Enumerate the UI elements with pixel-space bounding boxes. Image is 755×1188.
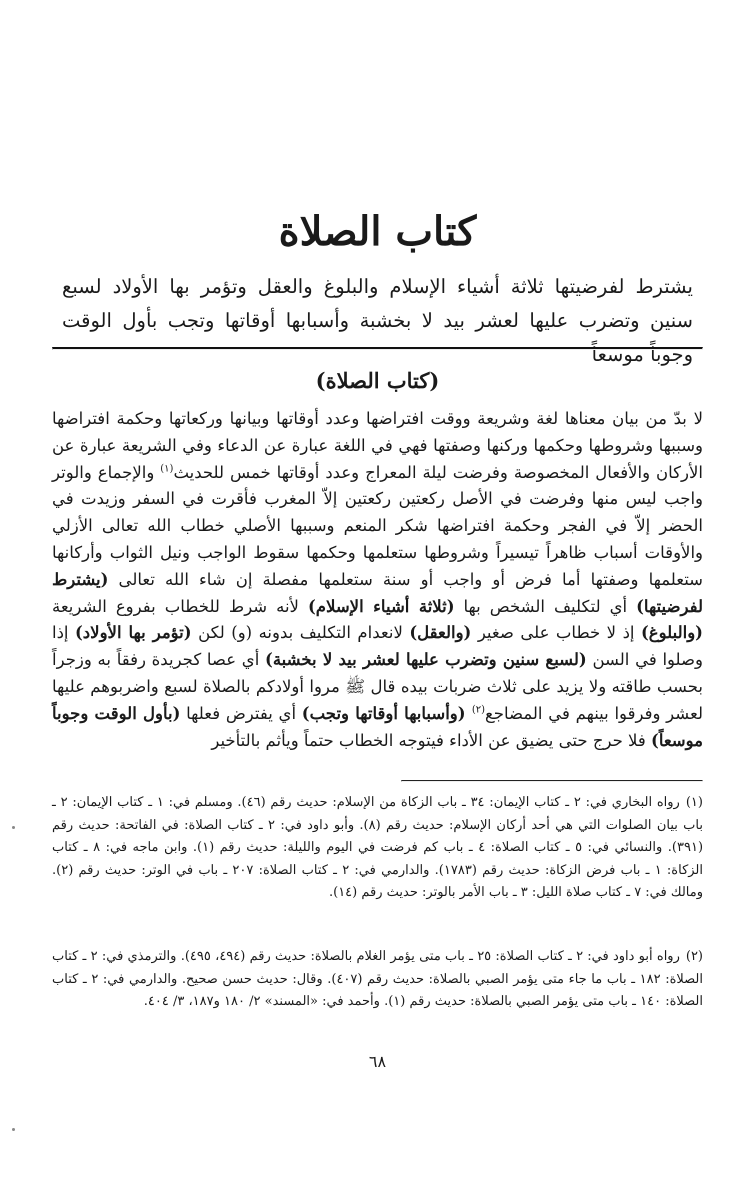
quoted-matn: (والبلوغ) xyxy=(640,623,703,643)
commentary-segment: أي لتكليف الشخص بها xyxy=(454,596,637,616)
quoted-matn: (وأسبابها أوقاتها وتجب) xyxy=(301,703,472,723)
page-number: ٦٨ xyxy=(368,1052,387,1071)
commentary-segment: لا بدّ من بيان معناها لغة وشريعة ووقت افتراضها وعدد أوقاتها وبيانها وركعاتها وحكمة افتراضها وسببها وشروطها وحكمها وركنها وصفتها فهي في اللغة عبارة عن الدعاء وفي الشريعة عبارة عن الأركان والأفعال المخصوصة وفرضت ليلة المعراج وعدد أوقاتها خمس للحديث xyxy=(52,409,703,482)
footnote-ref-1[interactable]: (١) xyxy=(160,463,174,475)
quoted-matn: (والعقل) xyxy=(409,623,472,643)
scan-speck xyxy=(12,826,15,829)
commentary-segment: فلا حرج حتى يضيق عن الأداء فيتوجه الخطاب حتماً ويأثم بالتأخير xyxy=(211,730,652,750)
commentary-title: (كتاب الصلاة) xyxy=(315,368,440,393)
footnote-2 xyxy=(52,946,703,1014)
quoted-matn: (تؤمر بها الأولاد) xyxy=(75,623,192,643)
commentary-segment: لأنه شرط للخطاب بفروع الشريعة xyxy=(52,596,308,616)
section-divider xyxy=(52,347,703,350)
commentary-segment: إذا وصلوا في السن xyxy=(52,623,703,670)
footnote-text: رواه أبو داود في: ٢ ـ كتاب الصلاة: ٢٥ ـ باب متى يؤمر الغلام بالصلاة: حديث رقم (٤٩٤، ٤٩٥). والترمذي في: ٢ ـ كتاب الصلاة: ١٨٢ ـ باب ما جاء متى يؤمر الصبي بالصلاة: حديث رقم (٤٠٧). وقال: حديث حسن صحيح. والدارمي في: ٢ ـ كتاب الصلاة: ١٤٠ ـ باب متى يؤمر الصبي بالصلاة: حديث رقم (١). وأحمد في: «المسند» ٢/ ١٨٠ و١٨٧، ٣/ ٤٠٤. xyxy=(52,949,704,1009)
commentary-segment: إذ لا خطاب على صغير xyxy=(471,623,641,643)
quoted-matn: (بأول الوقت وجوباً موسعاً) xyxy=(52,703,703,750)
footnote-number: (٢) xyxy=(685,949,703,964)
commentary-segment: لانعدام التكليف بدونه (و) لكن xyxy=(191,623,410,643)
footnote-ref-2[interactable]: (٢) xyxy=(471,704,486,716)
quoted-matn: (لسبع سنين وتضرب عليها لعشر بيد لا بخشبة) xyxy=(265,650,587,670)
matn-text: يشترط لفرضيتها ثلاثة أشياء الإسلام والبلوغ والعقل وتؤمر بها الأولاد لسبع سنين وتضرب عليها لعشر بيد لا بخشبة وأسبابها أوقاتها وتجب بأول الوقت وجوباً موسعاً xyxy=(62,275,693,366)
commentary-segment: أي يفترض فعلها xyxy=(180,703,302,723)
footnote-1 xyxy=(52,792,703,905)
quoted-matn: (ثلاثة أشياء الإسلام) xyxy=(307,596,455,616)
commentary-text xyxy=(52,406,703,754)
quoted-matn: (يشترط لفرضيتها) xyxy=(52,569,703,616)
footnote-text: رواه البخاري في: ٢ ـ كتاب الإيمان: ٣٤ ـ باب الزكاة من الإسلام: حديث رقم (٤٦). ومسلم في: ١ ـ كتاب الإيمان: ٢ ـ باب بيان الصلوات التي هي أحد أركان الإسلام: حديث رقم (٨). وأبو داود في: ٢ ـ كتاب الصلاة: في الفاتحة: حديث رقم (٣٩١). والنسائي في: ٥ ـ كتاب الصلاة: ٤ ـ باب كم فرضت في اليوم والليلة: حديث رقم (١). وابن ماجه في: ٨ ـ كتاب الزكاة: ١ ـ باب فرض الزكاة: حديث رقم (١٧٨٣). والدارمي في: ٢ ـ كتاب الصلاة: ٢٠٧ ـ باب في الوتر: حديث رقم (٢). ومالك في: ٧ ـ كتاب صلاة الليل: ٣ ـ باب الأمر بالوتر: حديث رقم (١٤). xyxy=(52,795,704,900)
footnote-divider xyxy=(401,780,703,782)
footnote-number: (١) xyxy=(685,795,703,810)
chapter-title: كتاب الصلاة xyxy=(278,208,477,255)
commentary-segment: والإجماع والوتر واجب ليس منها وفرضت في الأصل ركعتين ركعتين إلاّ المغرب فأقرت في السفر وزيدت في الحضر إلاّ في الفجر وحكمة افتراضها شكر المنعم وسببها الأصلي خطاب الله تعالى الأزلي والأوقات أسباب ظاهراً تيسيراً وشروطها ستعلمها وحكمها سقوط الواجب ونيل الثواب وأركانها ستعلمها وصفتها أما فرض أو واجب أو سنة ستعلمها مفصلة إن شاء الله تعالى xyxy=(52,462,703,589)
scan-speck xyxy=(12,1128,15,1131)
commentary-segment: أي عصا كجريدة رفقاً به وزجراً بحسب طاقته ولا يزيد على ثلاث ضربات بيده قال ﷺ مروا أولادكم بالصلاة لسبع واضربوهم عليها لعشر وفرقوا بينهم في المضاجع xyxy=(52,650,703,723)
